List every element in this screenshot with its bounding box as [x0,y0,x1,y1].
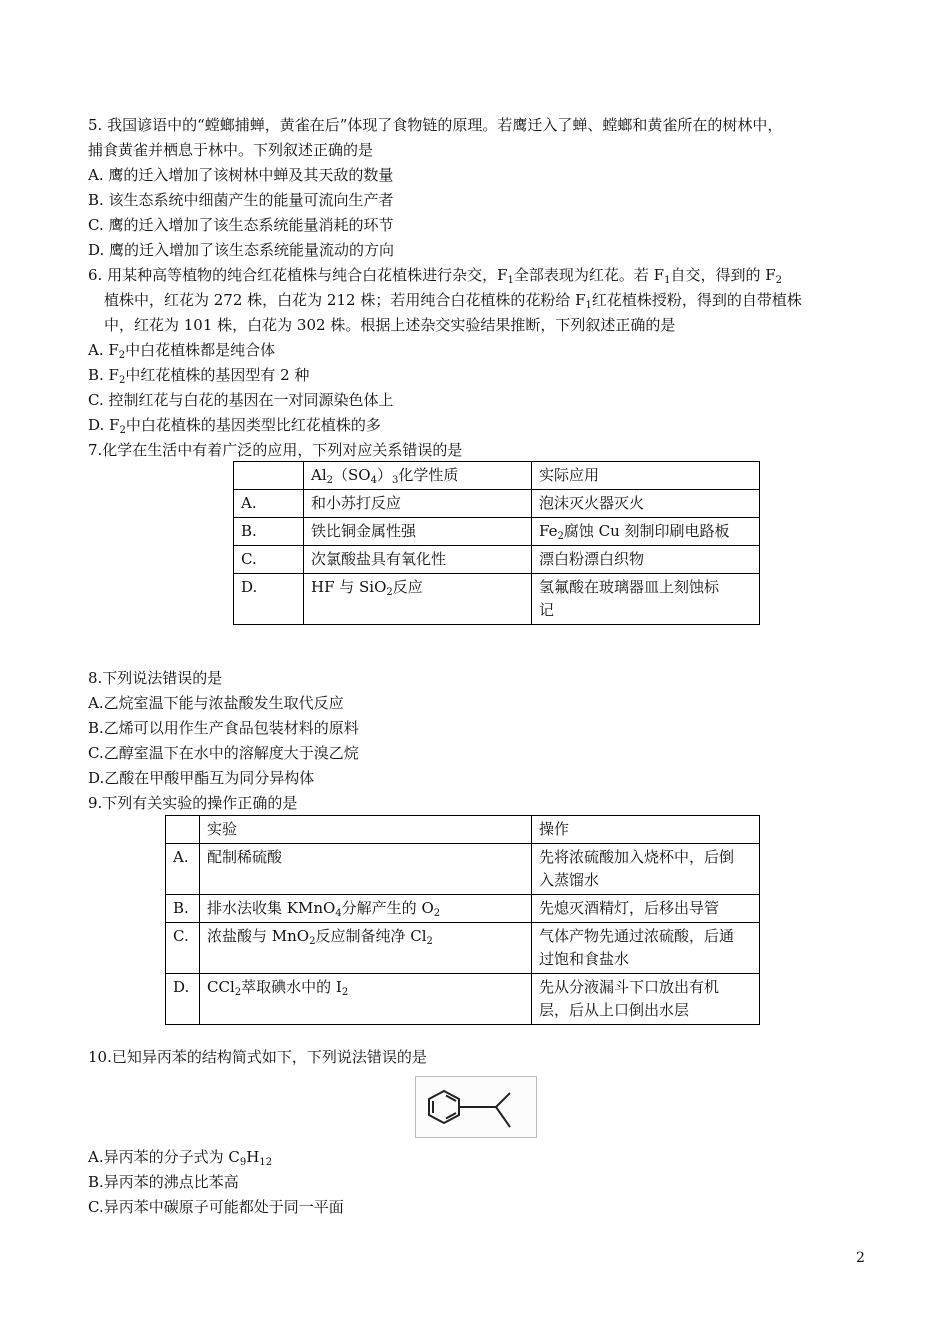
table-cell: 排水法收集 KMnO$_4$分解产生的 $O_2$ [200,895,532,923]
table-cell: 次氯酸盐具有氧化性 [304,546,532,574]
q10-title: 10.已知异丙苯的结构简式如下，下列说法错误的是 [88,1048,427,1066]
table-cell: 先将浓硫酸加入烧杯中，后倒 入蒸馏水 [532,844,760,895]
q5-option-c: C. 鹰的迁入增加了该生态系统能量消耗的环节 [88,216,394,234]
table-row [234,490,760,518]
table-cell [166,816,200,844]
q9-title: 9.下列有关实验的操作正确的是 [88,794,298,812]
skeletal-formula-icon [416,1077,536,1137]
table-cell: 氢氟酸在玻璃器皿上刻蚀标 记 [532,574,760,625]
table-cell: $Fe_2$腐蚀 Cu 刻制印刷电路板 [532,518,760,546]
table-cell: 配制稀硫酸 [200,844,532,895]
q5-option-d: D. 鹰的迁入增加了该生态系统能量流动的方向 [88,241,395,259]
table-cell: 先从分液漏斗下口放出有机 层，后从上口倒出水层 [532,974,760,1025]
q7-table [233,461,760,625]
q6-stem-line2: 植株中，红花为 272 株，白花为 212 株；若用纯合白花植株的花粉给 $F_1$红花植株授粉，得到的自带植株 [104,291,802,311]
table-cell: 泡沫灭火器灭火 [532,490,760,518]
table-header-cell: $Al_2(SO_4)_3$化学性质 [304,462,532,490]
table-row [166,844,760,895]
table-cell: 浓盐酸与 MnO$_2$反应制备纯净 $Cl_2$ [200,923,532,974]
q8-title: 8.下列说法错误的是 [88,669,223,687]
table-row [234,546,760,574]
table-header-cell: 操作 [532,816,760,844]
q8-option-c: C.乙醇室温下在水中的溶解度大于溴乙烷 [88,744,359,762]
table-cell: 气体产物先通过浓硫酸，后通 过饱和食盐水 [532,923,760,974]
table-cell: D. [234,574,304,625]
table-cell: A. [234,490,304,518]
q5-stem-line1: 5. 我国谚语中的“螳螂捕蝉，黄雀在后”体现了食物链的原理。若鹰迁入了蝉、螳螂和黄雀所在的树林中， [88,116,783,134]
table-cell: B. [166,895,200,923]
q6-option-b: B. $F_2$中红花植株的基因型有 2 种 [88,366,310,386]
q5-option-a: A. 鹰的迁入增加了该树林中蝉及其天敌的数量 [88,166,394,184]
q6-stem-line3: 中，红花为 101 株，白花为 302 株。根据上述杂交实验结果推断，下列叙述正确的是 [104,316,676,334]
table-row [166,923,760,974]
table-cell: CCl$_2$萃取碘水中的 $I_2$ [200,974,532,1025]
table-cell: 漂白粉漂白织物 [532,546,760,574]
q6-option-a: A. $F_2$中白花植株都是纯合体 [88,341,276,361]
table-row [234,574,760,625]
q6-option-d: D. $F_2$中白花植株的基因类型比红花植株的多 [88,416,381,436]
q6-stem-line1: 6. 用某种高等植物的纯合红花植株与纯合白花植株进行杂交，$F_1$全部表现为红花。若 $F_1$自交，得到的 $F_2$ [88,266,782,286]
table-cell: C. [166,923,200,974]
table-cell: B. [234,518,304,546]
q9-table [165,815,760,1025]
q5-option-b: B. 该生态系统中细菌产生的能量可流向生产者 [88,191,394,209]
table-cell: 和小苏打反应 [304,490,532,518]
table-row [166,974,760,1025]
q6-option-c: C. 控制红花与白花的基因在一对同源染色体上 [88,391,394,409]
table-header-row [234,462,760,490]
q10-option-c: C.异丙苯中碳原子可能都处于同一平面 [88,1198,344,1216]
table-cell: 先熄灭酒精灯，后移出导管 [532,895,760,923]
q8-option-d: D.乙酸在甲酸甲酯互为同分异构体 [88,769,315,787]
q7-title: 7.化学在生活中有着广泛的应用，下列对应关系错误的是 [88,441,463,459]
q8-option-a: A.乙烷室温下能与浓盐酸发生取代反应 [88,694,344,712]
q10-option-a: A.异丙苯的分子式为 $C_9H_{12}$ [88,1148,273,1168]
table-row [234,518,760,546]
table-header-cell: 实际应用 [532,462,760,490]
table-cell: HF 与 SiO$_2$反应 [304,574,532,625]
table-row [166,895,760,923]
q8-option-b: B.乙烯可以用作生产食品包装材料的原料 [88,719,359,737]
table-cell [234,462,304,490]
table-cell: C. [234,546,304,574]
table-cell: A. [166,844,200,895]
table-cell: D. [166,974,200,1025]
q5-stem-line2: 捕食黄雀并栖息于林中。下列叙述正确的是 [88,141,374,159]
q10-option-b: B.异丙苯的沸点比苯高 [88,1173,239,1191]
table-header-cell: 实验 [200,816,532,844]
table-cell: 铁比铜金属性强 [304,518,532,546]
isopropylbenzene-structure-image [415,1076,537,1138]
table-header-row [166,816,760,844]
page-number: 2 [856,1250,865,1266]
